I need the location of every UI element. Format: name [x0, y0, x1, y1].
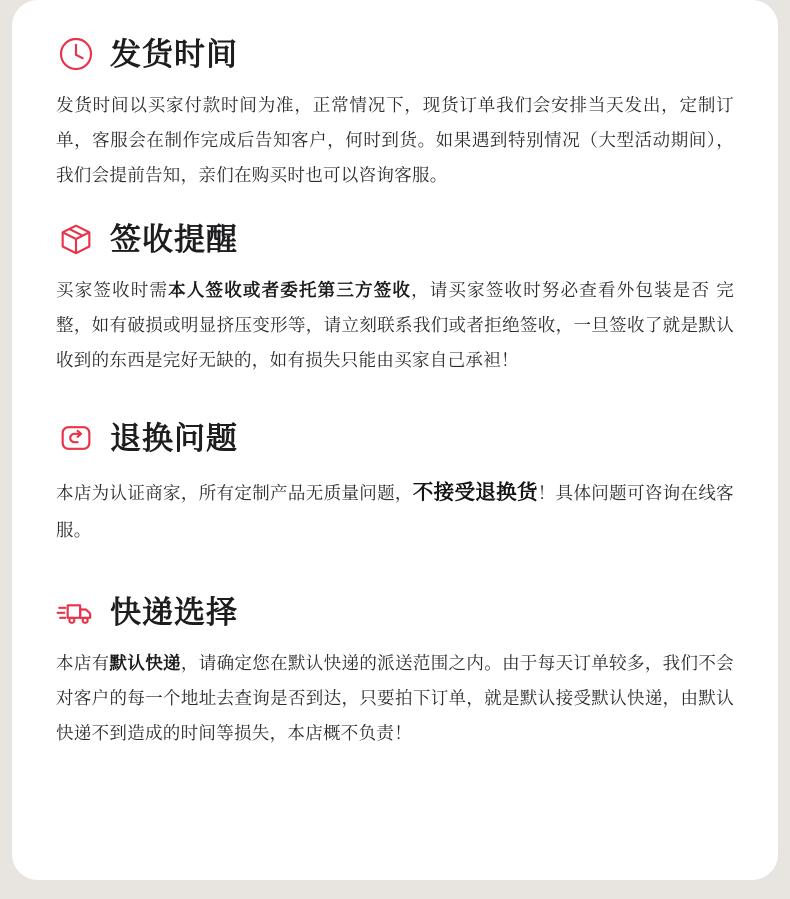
- section-header: [56, 219, 734, 259]
- section-title: 签收提醒: [110, 221, 238, 257]
- section-paragraph: [56, 472, 734, 548]
- section-shipping-time: [56, 34, 734, 193]
- text-run: ，请买家签收时努必查看外包装是否 完整，如有破损或明显挤压变形等，请立刻联系我们或者拒绝签收，一旦签收了就是默认收到的东西是完好无缺的，如有损失只能由买家自己承袒！: [56, 280, 734, 370]
- section-title: 快递选择: [110, 594, 238, 630]
- section-return-exchange: [56, 418, 734, 548]
- section-header: [56, 592, 734, 632]
- spacer: [56, 197, 734, 219]
- text-run: 本店为认证商家，所有定制产品无质量问题，: [56, 483, 413, 503]
- text-run: 买家签收时需: [56, 280, 169, 300]
- section-title: 发货时间: [110, 36, 238, 72]
- section-header: [56, 34, 734, 74]
- return-arrow-icon: [56, 418, 96, 458]
- text-run: 本店有: [56, 653, 110, 673]
- package-icon: [56, 219, 96, 259]
- text-run-bold: 默认快递: [109, 653, 181, 673]
- text-run: ，请确定您在默认快递的派送范围之内。由于每天订单较多，我们不会对客户的每一个地址去查询是否到达，只要拍下订单，就是默认接受默认快递，由默认快递不到造成的时间等损失，本店概不负责！: [56, 653, 734, 743]
- section-title: 退换问题: [110, 420, 238, 456]
- section-paragraph: [56, 646, 734, 751]
- spacer: [56, 552, 734, 592]
- section-receipt-reminder: [56, 219, 734, 378]
- spacer: [56, 382, 734, 418]
- clock-icon: [56, 34, 96, 74]
- text-run-bold: 本人签收或者委托第三方签收: [168, 280, 412, 300]
- text-run: ！具体问题可咨询在线客服。: [56, 483, 734, 540]
- text-run-emphasis: 不接受退换货: [412, 481, 538, 504]
- section-paragraph: [56, 273, 734, 378]
- section-paragraph: [56, 88, 734, 193]
- section-header: [56, 418, 734, 458]
- text-run: 发货时间以买家付款时间为准，正常情况下，现货订单我们会安排当天发出，定制订单，客服会在制作完成后告知客户，何时到货。如果遇到特别情况（大型活动期间），我们会提前告知，亲们在购买时也可以咨询客服。: [56, 95, 734, 185]
- info-card: [12, 0, 778, 880]
- section-courier-choice: [56, 592, 734, 751]
- delivery-truck-icon: [56, 592, 96, 632]
